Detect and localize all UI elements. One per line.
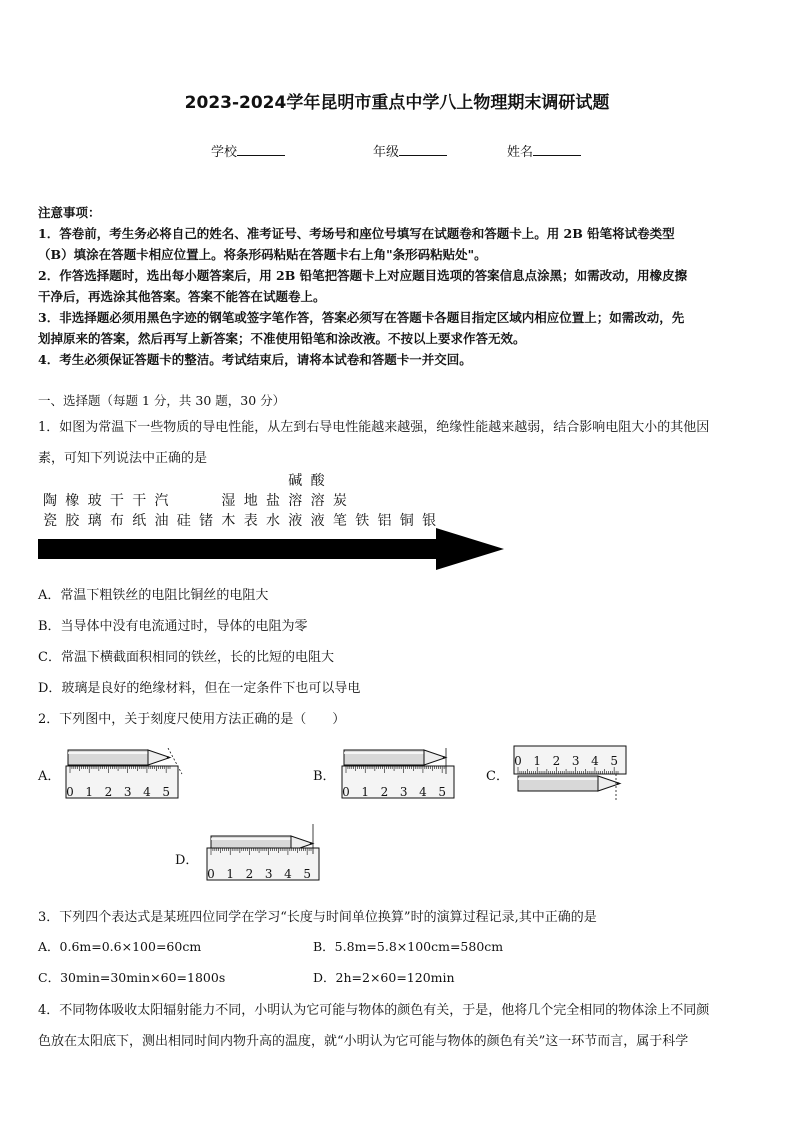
pencil-tip	[424, 750, 446, 765]
ruler-tick-label: 3	[123, 785, 132, 799]
material-char	[419, 491, 439, 511]
material-char: 碱	[288, 473, 303, 489]
school-field	[211, 141, 285, 160]
material-column	[40, 471, 60, 531]
q1-stem-line1: 1．如图为常温下一些物质的导电性能，从左到右导电性能越来越强，绝缘性能越来越弱，结合影响电阻大小的其他因	[38, 420, 710, 435]
name-field	[507, 141, 581, 160]
material-char: 液	[288, 513, 303, 529]
material-char: 水	[266, 513, 280, 529]
ruler-tick-label: 1	[85, 785, 94, 799]
material-char: 璃	[87, 513, 102, 529]
material-char: 溶	[310, 493, 325, 509]
pencil-tip	[148, 750, 170, 765]
notice-line: 2．作答选择题时，选出每小题答案后，用 2B 铅笔把答题卡上对应题目选项的答案信息点涂黑；如需改动，用橡皮擦	[38, 268, 688, 283]
ruler-tick-label: 5	[438, 785, 446, 799]
ruler-tick-label: 2	[104, 785, 113, 799]
q1-option-d: D．玻璃是良好的绝缘材料，但在一定条件下也可以导电	[38, 681, 361, 696]
material-char: 布	[109, 513, 124, 529]
ruler-tick-label: 0	[342, 785, 350, 799]
material-char	[174, 471, 194, 491]
material-char: 笔	[332, 513, 347, 529]
grade-field	[373, 141, 447, 160]
ruler-body	[342, 766, 454, 798]
material-char: 溶	[288, 493, 303, 509]
ruler-tick-label: 0	[66, 785, 74, 799]
ruler-figure-b	[340, 748, 462, 800]
material-char	[196, 471, 216, 491]
material-char: 汽	[154, 493, 169, 509]
ruler-tick-label: 5	[162, 785, 170, 799]
material-column	[308, 471, 328, 531]
material-char	[129, 471, 149, 491]
material-column	[107, 471, 127, 531]
material-char	[85, 471, 105, 491]
material-column	[419, 471, 439, 531]
ruler-body	[514, 746, 626, 774]
material-char: 瓷	[43, 513, 57, 529]
material-char	[397, 491, 417, 511]
ruler-tick-label: 0	[514, 754, 522, 768]
notice-line: 3．非选择题必须用黑色字迹的钢笔或签字笔作答，答案必须写在答题卡各题目指定区域内相应位置上；如需改动，先	[38, 310, 685, 325]
material-char	[152, 471, 172, 491]
material-column	[241, 471, 261, 531]
q1-option-b: B．当导体中没有电流通过时，导体的电阻为零	[38, 619, 308, 634]
grade-blank	[399, 144, 447, 156]
conductivity-arrow	[36, 526, 506, 572]
q3-option-d: D．2h=2×60=120min	[313, 970, 455, 985]
q4-stem-line1: 4．不同物体吸收太阳辐射能力不同，小明认为它可能与物体的颜色有关，于是，他将几个完全相同的物体涂上不同颜	[38, 1003, 710, 1018]
grade-label: 年级	[373, 145, 400, 160]
ruler-tick-label: 1	[533, 754, 542, 768]
material-char: 液	[310, 513, 325, 529]
material-char: 玻	[87, 493, 102, 509]
material-char	[419, 471, 439, 491]
q2-stem: 2．下列图中，关于刻度尺使用方法正确的是（ ）	[38, 712, 346, 727]
material-char	[375, 471, 395, 491]
ruler-tick-label: 4	[591, 754, 599, 768]
material-char: 干	[109, 493, 124, 509]
ruler-body	[207, 848, 319, 880]
material-char	[330, 471, 350, 491]
material-char	[375, 491, 395, 511]
material-char: 陶	[43, 493, 57, 509]
notice-line: 1．答卷前，考生务必将自己的姓名、准考证号、考场号和座位号填写在试题卷和答题卡上。用 2B 铅笔将试卷类型	[38, 226, 675, 241]
ruler-tick-label: 2	[380, 785, 389, 799]
material-char: 炭	[332, 493, 347, 509]
material-column	[218, 471, 238, 531]
material-char	[107, 471, 127, 491]
material-char	[352, 491, 372, 511]
material-char: 盐	[266, 493, 280, 509]
ruler-tick-label: 5	[303, 867, 311, 881]
ruler-tick-label: 3	[399, 785, 408, 799]
material-column	[62, 471, 82, 531]
ruler-body	[66, 766, 178, 798]
material-char	[218, 471, 238, 491]
material-column	[375, 471, 395, 531]
ruler-tick-label: 0	[207, 867, 215, 881]
material-char	[352, 471, 372, 491]
q1-stem-line2: 素，可知下列说法中正确的是	[38, 451, 208, 466]
material-char: 铝	[377, 513, 392, 529]
material-char: 橡	[65, 493, 80, 509]
pencil-tip	[598, 776, 620, 791]
ruler-tick-label: 5	[610, 754, 618, 768]
q2-label-b: B．	[313, 769, 336, 784]
material-column	[196, 471, 216, 531]
material-char	[196, 491, 216, 511]
material-column	[129, 471, 149, 531]
q3-option-b: B．5.8m=5.8×100cm=580cm	[313, 939, 504, 954]
material-char: 表	[243, 513, 258, 529]
material-char: 铁	[355, 513, 370, 529]
material-char	[241, 471, 261, 491]
notice-line: （B）填涂在答题卡相应位置上。将条形码粘贴在答题卡右上角"条形码粘贴处"。	[38, 247, 487, 262]
name-label: 姓名	[507, 145, 534, 160]
ruler-tick-label: 4	[419, 785, 427, 799]
notice-line: 4．考生必须保证答题卡的整洁。考试结束后，请将本试卷和答题卡一并交回。	[38, 352, 472, 367]
material-char	[40, 471, 60, 491]
material-char: 银	[422, 513, 437, 529]
notice-heading: 注意事项：	[38, 205, 101, 220]
material-column	[352, 471, 372, 531]
q3-stem: 3．下列四个表达式是某班四位同学在学习“长度与时间单位换算”时的演算过程记录,其中正确的是	[38, 910, 597, 925]
name-blank	[533, 144, 581, 156]
q2-label-a: A．	[38, 769, 61, 784]
material-column	[174, 471, 194, 531]
material-char: 纸	[132, 513, 147, 529]
school-blank	[237, 144, 285, 156]
material-char	[397, 471, 417, 491]
material-column	[85, 471, 105, 531]
ruler-tick-label: 3	[571, 754, 580, 768]
q3-option-c: C．30min=30min×60=1800s	[38, 970, 226, 985]
notice-line: 干净后，再选涂其他答案。答案不能答在试题卷上。	[38, 289, 326, 304]
ruler-tick-label: 1	[361, 785, 370, 799]
material-char: 油	[154, 513, 169, 529]
material-char: 木	[221, 513, 236, 529]
material-char: 锗	[199, 513, 214, 529]
material-column	[397, 471, 417, 531]
q2-label-d: D．	[175, 853, 199, 868]
material-char: 干	[132, 493, 147, 509]
material-char	[62, 471, 82, 491]
material-char: 铜	[399, 513, 414, 529]
ruler-figure-d	[205, 824, 327, 882]
ruler-tick-label: 2	[552, 754, 561, 768]
material-char: 酸	[310, 473, 325, 489]
ruler-figure-a	[64, 748, 186, 800]
ruler-tick-label: 4	[143, 785, 151, 799]
material-char: 胶	[65, 513, 80, 529]
ruler-tick-label: 1	[226, 867, 235, 881]
material-char: 湿	[221, 493, 236, 509]
material-column	[285, 471, 305, 531]
school-label: 学校	[211, 145, 238, 160]
q1-option-a: A．常温下粗铁丝的电阻比铜丝的电阻大	[38, 588, 269, 603]
ruler-figure-c	[512, 744, 634, 802]
material-column	[152, 471, 172, 531]
q1-option-c: C．常温下横截面积相同的铁丝，长的比短的电阻大	[38, 650, 334, 665]
q2-label-c: C．	[486, 769, 509, 784]
q4-stem-line2: 色放在太阳底下，测出相同时间内物升高的温度，就“小明认为它可能与物体的颜色有关”这一环节而言，属于科学	[38, 1034, 689, 1049]
material-char	[174, 491, 194, 511]
ruler-tick-label: 2	[245, 867, 254, 881]
page-title: 2023-2024学年昆明市重点中学八上物理期末调研试题	[184, 93, 610, 113]
notice-line: 划掉原来的答案，然后再写上新答案；不准使用铅笔和涂改液。不按以上要求作答无效。	[38, 331, 526, 346]
material-char: 硅	[176, 513, 191, 529]
ruler-tick-label: 4	[284, 867, 292, 881]
material-char	[263, 471, 283, 491]
ruler-tick-label: 3	[264, 867, 273, 881]
material-column	[263, 471, 283, 531]
section-heading: 一、选择题（每题 1 分，共 30 题，30 分）	[38, 393, 286, 408]
material-char: 地	[243, 493, 258, 509]
material-column	[330, 471, 350, 531]
q3-option-a: A．0.6m=0.6×100=60cm	[38, 939, 202, 954]
